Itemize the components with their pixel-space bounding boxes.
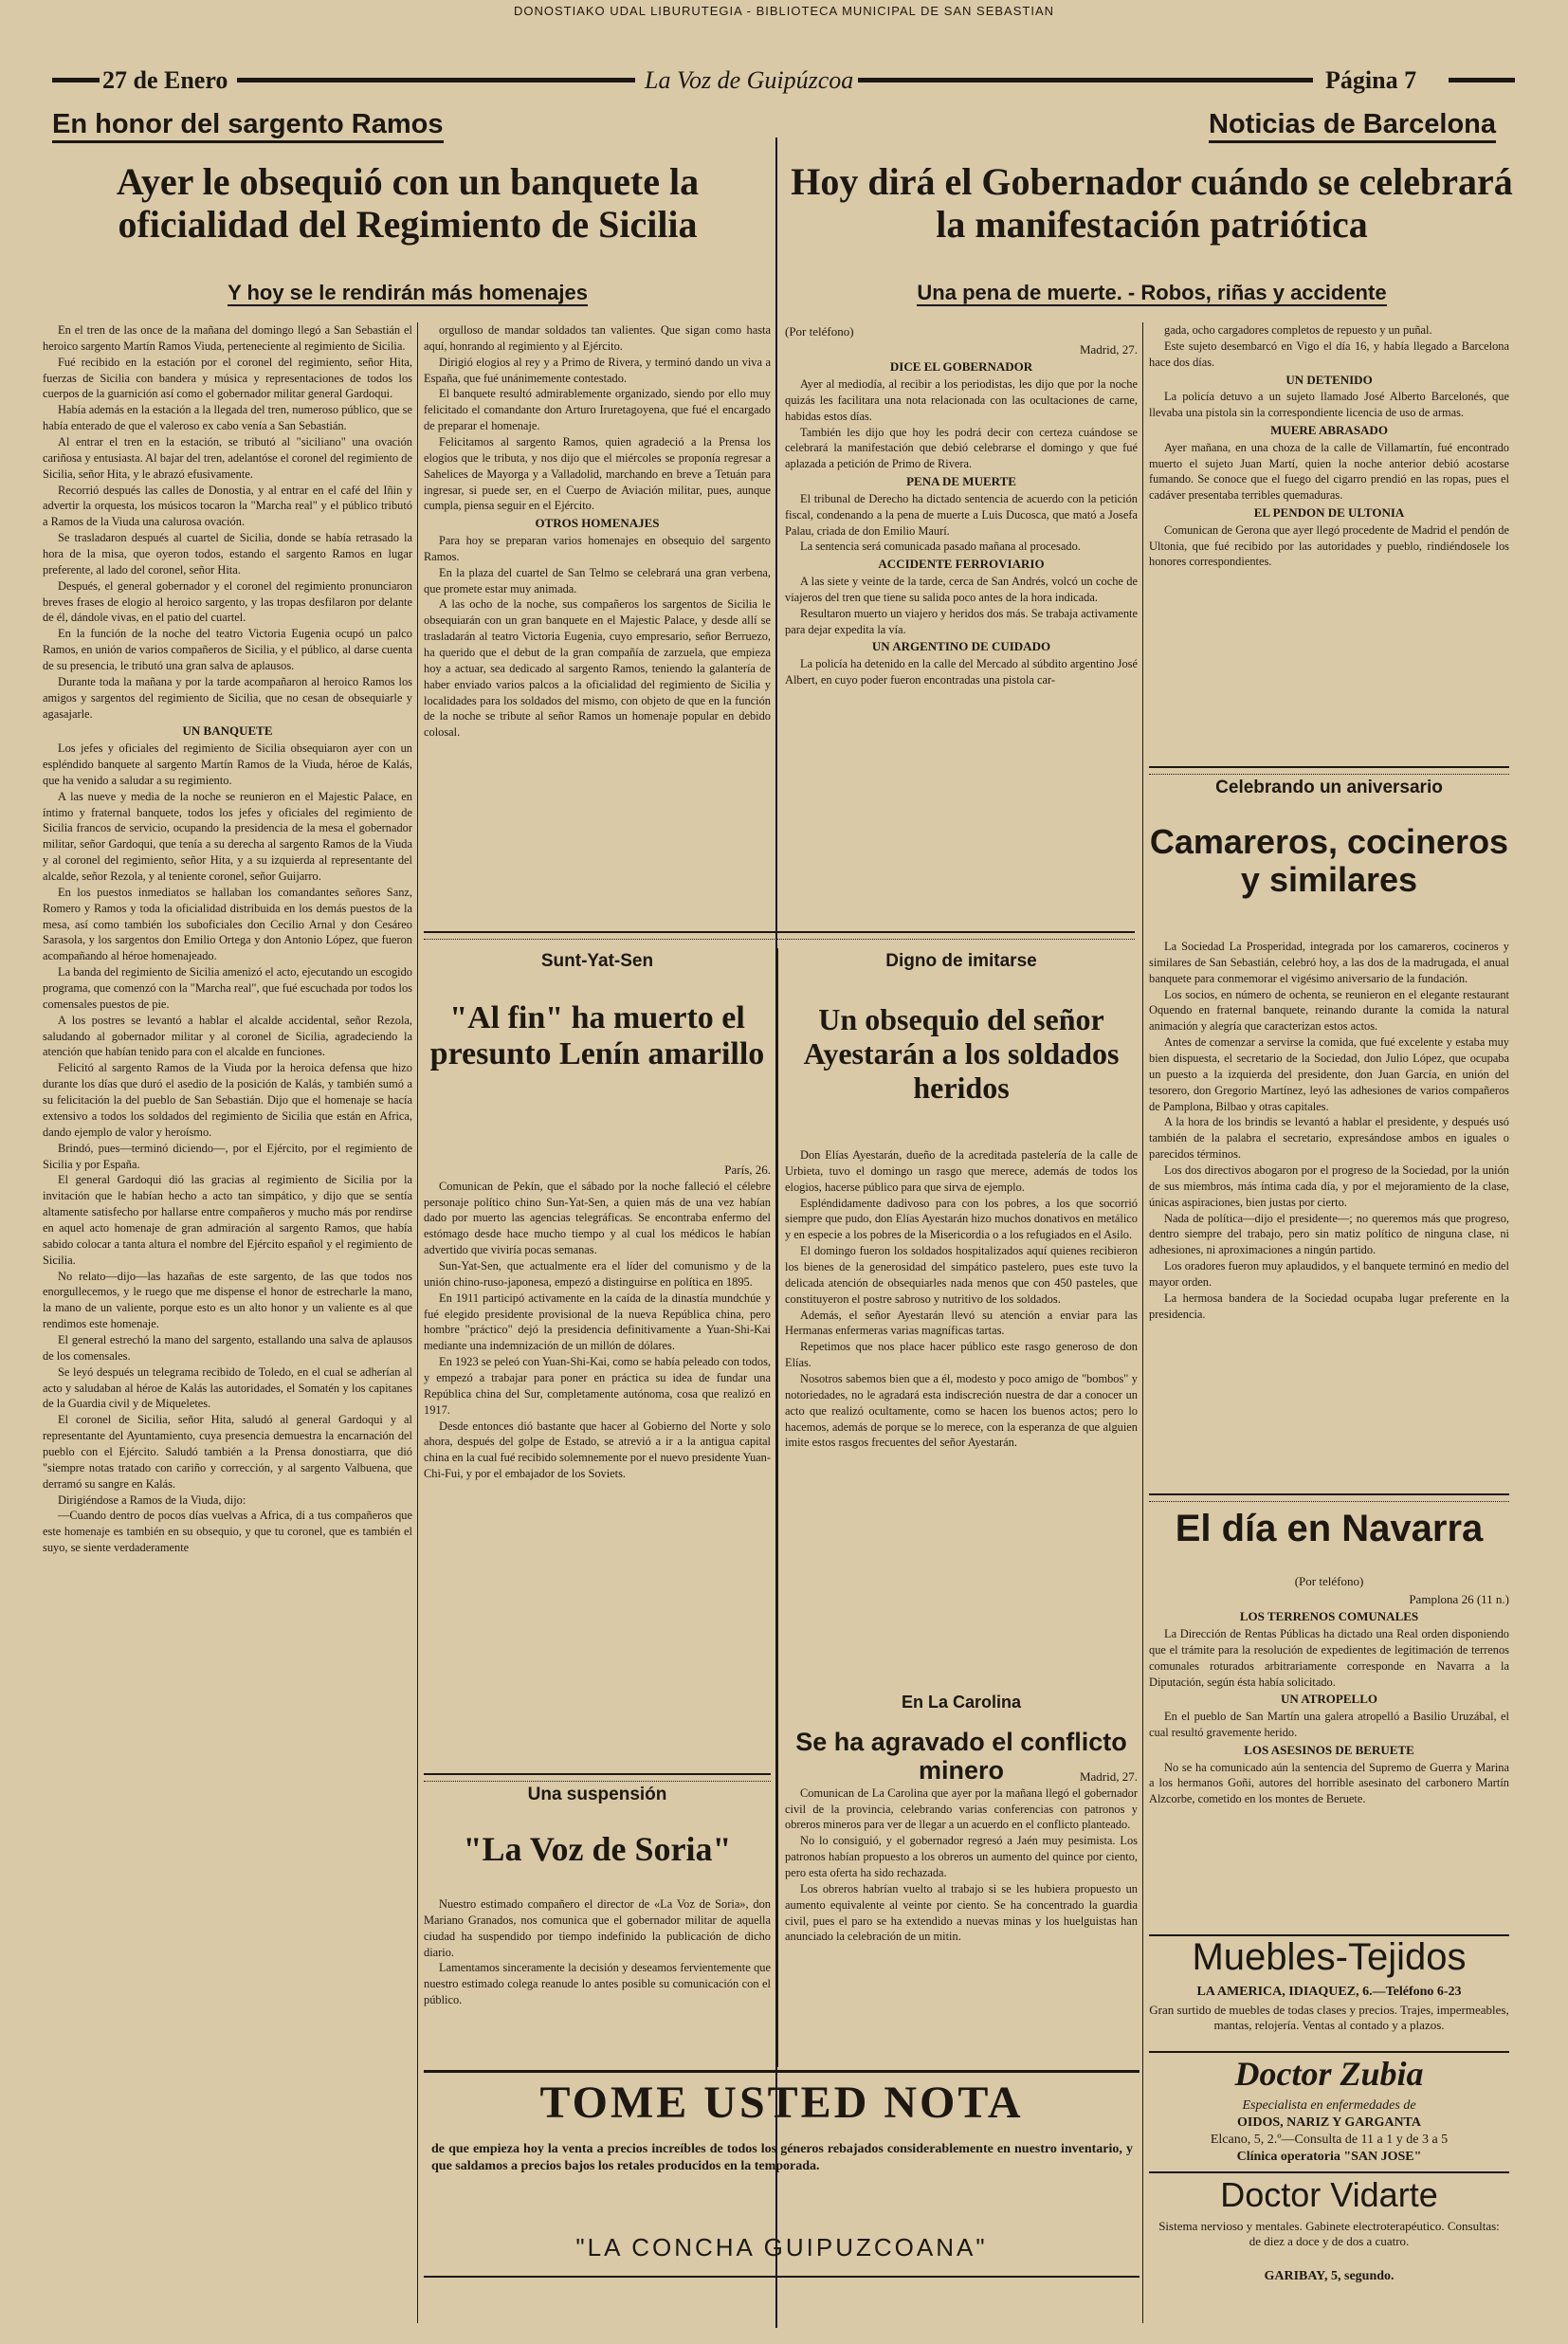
headline-navarra: El día en Navarra [1175, 1508, 1484, 1549]
header-rule [1449, 78, 1515, 82]
kicker-ramos: En honor del sargento Ramos [52, 109, 444, 143]
ad-muebles-text: Gran surtido de muebles de todas clases y precios. Trajes, impermeables, mantas, relojería. Ventas al contado y a plazos. [1149, 2003, 1509, 2033]
ad-rule [1149, 2051, 1509, 2053]
headline-camareros: Camareros, cocineros y similares [1149, 822, 1509, 900]
section-carolina: En La Carolina [901, 1693, 1022, 1712]
subhead-ramos: Y hoy se le rendirán más homenajes [228, 281, 588, 304]
ramos-column-1: En el tren de las once de la mañana del domingo llegó a San Sebastián el heroico sargento Martín Ramos Viuda, perteneciente al regimiento de Sicilia. Fué recibido en la estación por el coronel del regimiento, señor Hita, fuerzas de Sicilia con bandera y música y representaciones de todos los cuerpos de la guarnición así como el gobernador militar general Gardoqui. Había además en la estación a la llegada del tren, numeroso público, que se había enterado de que el valeroso ex cabo venía a San Sebastián. Al entrar el tren en la estación, se tributó al "siciliano" una ovación cariñosa y entusiasta. Al bajar del tren, adelantóse el coronel del regimiento de Sicilia, señor Hita, y le abrazó efusivamente. Recorrió después las calles de Donostia, y al entrar en el café del Iñin y advertir la orquesta, los músicos tocaron la "Marcha real" y el público tributó a Ramos de la Viuda una calurosa ovación. Se trasladaron después al cuartel de Sicilia, donde se había retrasado la hora de la misa, que oyeron todos, estando el sargento Ramos en lugar preferente, al lado del coronel, señor Hita. Después, el general gobernador y el coronel del regimiento pronunciaron breves frases de elogio al heroico sargento, y las tropas desfilaron por delante de él, dándole vivas, en el patio del cuartel. En la función de la noche del teatro Victoria Eugenia ocupó un palco Ramos, en unión de varios compañeros de Sicilia, y el público, al darse cuenta de su presencia, le tributó una gran salva de aplausos. Durante toda la mañana y por la tarde acompañaron al heroico Ramos los amigos y sargentos del regimiento de Sicilia, que no cesan de obsequiarle y agasajarle. UN BANQUETE Los jefes y oficiales del regimiento de Sicilia obsequiaron ayer con un espléndido banquete al sargento Martín Ramos de la Viuda, héroe de Kalás, que ha venido a saludar a su regimiento. A las nueve y media de la noche se reunieron en el Majestic Palace, en íntimo y fraternal banquete, todos los jefes y oficiales del regimiento de Sicilia francos de servicio, ocupando la presidencia de la mesa el gobernador militar, señor Gardoqui, que tenía a su derecha al sargento Ramos de la Viuda y al coronel del regimiento, señor Hita, y a su izquierda al representante del alcalde, señor Rezola, y al teniente coronel, señor Guijarro. En los puestos inmediatos se hallaban los comandantes señores Sanz, Romero y Ramos y toda la oficialidad distribuida en los demás puestos de la mesa, así como también los suboficiales don Cecilio Arnal y don Cesáreo Sarasola, y los sargentos don Emilio Ortega y don Antonio López, que fueron acompañando al héroe homenajeado. La banda del regimiento de Sicilia amenizó el acto, ejecutando un escogido programa, que comenzó con la "Marcha real", que fué escuchada por todos los comensales puestos de pie. A los postres se levantó a hablar el alcalde accidental, señor Rezola, saludando al gobernador militar y al coronel de Sicilia, agradeciendo la atención que habían tenido para con el alcalde en funciones. Felicitó al sargento Ramos de la Viuda por la heroica defensa que hizo durante los días que duró el asedio de la posición de Kalás, y también sumó a su felicitación la del pueblo de San Sebastián. Dijo que el homenaje se hacía extensivo a todos los soldados del regimiento de Sicilia que están en Africa, dando ejemplo de valor y heroísmo. Brindó, pues—terminó diciendo—, por el Ejército, por el regimiento de Sicilia y por España. El general Gardoqui dió las gracias al regimiento de Sicilia por la invitación que le habían hecho a acto tan simpático, y dijo que se sentía altamente satisfecho por hallarse entre compañeros y mucho más por rendirse en aquel acto homenaje de gran admiración al sargento Ramos, que había sabido colocar a tanta altura el nombre del Ejército español y el regimiento de Sicilia. No relato—dijo—las hazañas de este sargento, de las que todos nos enorgullecemos, y le ruego que me dispense el honor de estrecharle la mano, la mano de un valiente, porque esto es un alto honor y un valiente es al que rendimos este homenaje. El general estrechó la mano del sargento, estallando una salva de aplausos de los comensales. Se leyó después un telegrama recibido de Toledo, en el cual se adherían al acto y saludaban al héroe de Kalás las autoridades, el Somatén y los capitanes de la Guardia civil y de Miqueletes. El coronel de Sicilia, señor Hita, saludó al general Gardoqui y al representante del Ayuntamiento, cuya presencia demuestra la encarnación del pueblo con el Ejército. Saludó también a la Prensa donostiarra, que dió "siempre notas tratado con cariño y corrección, y al sargento Valbuena, que derramó su sangre en Kalás. Dirigiéndose a Ramos de la Viuda, dijo: —Cuando dentro de pocos días vuelvas a Africa, di a tus compañeros que este homenaje es también en su obsequio, y que tu coronel, que es también el suyo, se siente verdaderamente [43, 323, 412, 1555]
barcelona-column-1: (Por teléfono) Madrid, 27. DICE EL GOBERNADOR Ayer al mediodía, al recibir a los periodistas, les dijo que por la noche quizás les facilitara una nota relacionada con las ocultaciones de carne, habidas estos días. También les dijo que hoy les podrá decir con certeza cuándose se celebrará la manifestación que debió celebrarse el domingo y que fué aplazada a petición de Primo de Rivera. PENA DE MUERTE El tribunal de Derecho ha dictado sentencia de acuerdo con la petición fiscal, condenando a la pena de muerte a Luis Ducosca, que mató a Josefa Palau, criada de don Emilio Maurí. La sentencia será comunicada pasado mañana al procesado. ACCIDENTE FERROVIARIO A las siete y veinte de la tarde, cerca de San Andrés, volcó un coche de viajeros del tren que tiene su salida poco antes de la hora indicada. Resultaron muerto un viajero y heridos dos más. Se trabaja activamente para dejar expedita la vía. UN ARGENTINO DE CUIDADO La policía ha detenido en la calle del Mercado al súbdito argentino José Albert, en cuyo poder fueron encontradas una pistola car- [785, 324, 1138, 687]
soria-body: Nuestro estimado compañero el director de «La Voz de Soria», don Mariano Granados, nos comunica que el gobernador militar de aquella ciudad ha suspendido por tiempo indefinido la publicación de dicho diario. Lamentamos sinceramente la decisión y deseamos fervientemente que nuestro estimado colega reanude lo antes posible su comunicación con el público. [424, 1897, 771, 2007]
section-suspension: Una suspensión [527, 1785, 667, 1804]
headline-soria: "La Voz de Soria" [463, 1830, 732, 1868]
section-sunyatsen: Sunt-Yat-Sen [540, 951, 654, 971]
navarra-body: (Por teléfono) Pamplona 26 (11 n.) LOS TERRENOS COMUNALES La Dirección de Rentas Públicas ha dictado una Real orden disponiendo que el trámite para la resolución de expedientes de legitimación de terrenos comunales roturados arbitrariamente corresponde en Navarra a la Diputación, según ésta había solicitado. UN ATROPELLO En el pueblo de San Martín una galera atropelló a Basilio Uruzábal, el cual resultó gravemente herido. LOS ASESINOS DE BERUETE No se ha comunicado aún la sentencia del Supremo de Guerra y Marina a los hermanos Goñi, autores del horrible asesinato del carbonero Martín Alzcorbe, cometido en los montes de Beruete. [1149, 1574, 1509, 1806]
ornament-divider [1149, 766, 1509, 775]
page-date: 27 de Enero [102, 66, 228, 94]
headline-ramos: Ayer le obsequió con un banquete la oficialidad del Regimiento de Sicilia [116, 160, 700, 246]
kicker-barcelona: Noticias de Barcelona [1209, 109, 1496, 143]
ad-zubia-line1: Especialista en enfermedades de [1242, 2098, 1416, 2113]
ayestaran-body: Don Elías Ayestarán, dueño de la acreditada pastelería de la calle de Urbieta, tuvo el domingo un rasgo que merece, además de todos los elogios, hacerse público para que sirva de ejemplo. Espléndidamente dadivoso para con los pobres, a los que socorrió siempre que pudo, don Elías Ayestarán hizo muchos donativos en metálico y en especie a los pobres de la Misericordia o a los refugiados en el Asilo. El domingo fueron los soldados hospitalizados aquí quienes recibieron los bienes de la generosidad del simpático pastelero, pues este tuvo la delicada atención de obsequiarles nada menos que con 450 pasteles, que constituyeron el postre sabroso y nutritivo de los soldados. Además, el señor Ayestarán llevó su atención a enviar para las Hermanas enfermeras varias magníficas tartas. Repetimos que nos place hacer público este rasgo generoso de don Elías. Nosotros sabemos bien que a él, modesto y poco amigo de "bombos" y notoriedades, no le agradará esta indiscreción nuestra de dar a conocer un acto que realizó ocultamente, como se hacen los buenos actos; pero lo hacemos, además de porque se lo merece, con la esperanza de que alguien imite estos rasgos frecuentes del señor Ayestarán. [785, 1148, 1138, 1450]
headline-ayestaran: Un obsequio del señor Ayestarán a los soldados heridos [803, 1002, 1120, 1105]
ad-zubia-title: Doctor Zubia [1234, 2055, 1424, 2093]
ad-muebles-address: LA AMERICA, IDIAQUEZ, 6.—Teléfono 6-23 [1196, 1985, 1462, 1999]
sunyatsen-body: París, 26. Comunican de Pekín, que el sábado por la noche falleció el célebre personaje político chino Sun-Yat-Sen, a quien más de una vez habían dado por muerto las agencias telegráficas. Se encontraba enfermo del estómago desde hace mucho tiempo y al cual los médicos le habían advertido que viviría pocas semanas. Sun-Yat-Sen, que actualmente era el líder del comunismo y de la unión chino-ruso-japonesa, empezó a distinguirse en política en 1895. En 1911 participó activamente en la caída de la dinastía mundchúe y fué elegido presidente provisional de la nueva República china, pero hombre "práctico" dejó la presidencia definitivamente a Yuan-Shi-Kai mediante una indemnización de un millón de dólares. En 1923 se peleó con Yuan-Shi-Kai, como se había peleado con todos, y empezó a trabajar para poner en práctica su idea de fundar una República china del Sur, completamente autónoma, cosa que realizó en 1917. Desde entonces dió bastante que hacer al Gobierno del Norte y solo ahora, después del golpe de Estado, se atrevió a ir a la antigua capital china en la cual fué recibido solemnemente por el nuevo presidente Yuan-Chi-Fui, y por el embajador de los Soviets. [424, 1163, 771, 1481]
ad-zubia-line2: OIDOS, NARIZ Y GARGANTA [1237, 2115, 1421, 2130]
header-rule [237, 78, 635, 82]
section-aniversario: Celebrando un aniversario [1215, 778, 1443, 797]
ad-tome-firm: "LA CONCHA GUIPUZCOANA" [575, 2233, 988, 2262]
header-rule [52, 78, 100, 82]
ad-tome-title: TOME USTED NOTA [539, 2078, 1024, 2128]
ad-vidarte-line1: Sistema nervioso y mentales. Gabinete electroterapéutico. Consultas: de diez a doce y de dos a cuatro. [1158, 2219, 1500, 2249]
ornament-divider [424, 1773, 771, 1782]
ad-muebles-title: Muebles-Tejidos [1192, 1936, 1467, 1978]
ad-zubia-line3: Elcano, 5, 2.º—Consulta de 11 a 1 y de 3 a 5 [1210, 2133, 1449, 2147]
column-rule [777, 948, 778, 2067]
column-rule [1142, 322, 1143, 2323]
ad-rule [424, 2276, 1140, 2278]
headline-sunyatsen: "Al fin" ha muerto el presunto Lenín amarillo [429, 1000, 765, 1072]
source-note: DONOSTIAKO UDAL LIBURUTEGIA - BIBLIOTECA MUNICIPAL DE SAN SEBASTIAN [513, 4, 1055, 18]
label-otros-homenajes: OTROS HOMENAJES [535, 516, 660, 531]
page-number: Página 7 [1325, 66, 1417, 94]
ad-rule [424, 2070, 1140, 2073]
camareros-body: La Sociedad La Prosperidad, integrada por los camareros, cocineros y similares de San Sebastián, celebró hoy, a las dos de la madrugada, el anual banquete para conmemorar el vigésimo aniversario de la fundación. Los socios, en número de ochenta, se reunieron en el elegante restaurant Oquendo en fraternal banquete, reinando durante la comida la natural animación y alegría que caracterizan estos actos. Antes de comenzar a servirse la comida, que fué excelente y estaba muy bien dispuesta, el secretario de la Sociedad, don Julio López, que ocupaba un puesto a la izquierda del presidente, don Juan García, en unión del tesorero, don Gregorio Martínez, leyó las adhesiones de varios compañeros de Pamplona, Bilbao y otras capitales. A la hora de los brindis se levantó a hablar el presidente, y después usó también de la palabra el secretario, expresándose ambos en iguales o parecidos términos. Los dos directivos abogaron por el progreso de la Sociedad, por la unión de sus miembros, más íntima cada día, y por el mejoramiento de la clase, únicas aspiraciones, bien justas por cierto. Nada de política—dijo el presidente—; no queremos más que progreso, dentro siempre del trabajo, pero sin matiz político de ninguna clase, ni adhesiones, ni aproximaciones a ningún partido. Los oradores fueron muy aplaudidos, y el banquete terminó en medio del mayor orden. La hermosa bandera de la Sociedad ocupaba lugar preferente en la presidencia. [1149, 940, 1509, 1321]
ad-vidarte-line2: GARIBAY, 5, segundo. [1264, 2269, 1395, 2283]
headline-carolina: Se ha agravado el conflicto minero [795, 1728, 1127, 1785]
ad-zubia-line4: Clínica operatoria "SAN JOSE" [1236, 2150, 1422, 2164]
carolina-body: Madrid, 27. Comunican de La Carolina que ayer por la mañana llegó el gobernador civil de la provincia, celebrando varias conferencias con patronos y obreros mineros para ver de llegar a un acuerdo en el conflicto planteado. No lo consiguió, y el gobernador regresó a Jaén muy pesimista. Los patronos habían propuesto a los obreros un aumento del quince por ciento, pero esta oferta ha sido rechazada. Los obreros habrían vuelto al trabajo si se les hubiera propuesto un aumento equivalente al veinte por ciento. Se ha concentrado la guardia civil, pues el paro se ha extendido a nuevas minas y los huelguistas han anunciado la celebración de un mitin. [785, 1769, 1138, 1944]
headline-barcelona: Hoy dirá el Gobernador cuándo se celebrará la manifestación patriótica [791, 160, 1513, 246]
ornament-divider [424, 931, 1135, 940]
masthead: La Voz de Guipúzcoa [645, 66, 854, 94]
column-rule [417, 322, 418, 2323]
ad-tome-text: de que empieza hoy la venta a precios increíbles de todos los géneros rebajados considerablemente en nuestro inventario, y que saldamos a precios bajos los retales producidos en la temporada. [431, 2142, 1133, 2173]
ramos-column-2: orgulloso de mandar soldados tan valientes. Que sigan como hasta aquí, honrando al regimiento y al Ejército. Dirigió elogios al rey y a Primo de Rivera, y terminó dando un viva a España, que fué unánimemente contestado. El banquete resultó admirablemente organizado, siendo por ello muy felicitado el comandante don Arturo Iruretagoyena, que fué el encargado de preparar el homenaje. Felicitamos al sargento Ramos, quien agradeció a la Prensa los elogios que le tributa, y nos dijo que el miércoles se proponía regresar a Sahelices de Mayorga y a Valladolid, marchando en breve a Tetuán para ingresar, si puede ser, en el Cuerpo de Aviación militar, pues, aunque cumpla, piensa seguir en el Ejército. OTROS HOMENAJES Para hoy se preparan varios homenajes en obsequio del sargento Ramos. En la plaza del cuartel de San Telmo se celebrará una gran verbena, que promete estar muy animada. A las ocho de la noche, sus compañeros los sargentos de Sicilia le obsequiarán con un gran banquete en el Majestic Palace, y desde allí se trasladarán al teatro Victoria Eugenia, cuyo empresario, señor Berruezo, ha querido que el debut de la gran compañía de zarzuela, que empieza hoy a actuar, sea dedicado al sargento Ramos, teniendo la galantería de haber enviado varios palcos a la oficialidad del regimiento de Sicilia y localidades para los soldados del mismo, con objeto de que en la función de la noche se tribute al señor Ramos un homenaje popular en debido colosal. [424, 323, 771, 740]
section-digno: Digno de imitarse [885, 951, 1037, 971]
header-rule [858, 78, 1313, 82]
barcelona-column-2: gada, ocho cargadores completos de repuesto y un puñal. Este sujeto desembarcó en Vigo el día 16, y había llegado a Barcelona hace dos días. UN DETENIDO La policía detuvo a un sujeto llamado José Alberto Barcelonés, que llevaba una pistola sin la correspondiente licencia de uso de armas. MUERE ABRASADO Ayer mañana, en una choza de la calle de Villamartín, fué encontrado muerto el sujeto Juan Martí, quien la noche anterior debió acostarse fumando. Se conoce que el fuego del cigarro prendió en las ropas, pues el cadáver presentaba terribles quemaduras. EL PENDON DE ULTONIA Comunican de Gerona que ayer llegó procedente de Madrid el pendón de Ultonia, que fué recibido por las autoridades y pueblo, rindiéndosele los honores correspondientes. [1149, 323, 1509, 569]
subhead-barcelona: Una pena de muerte. - Robos, riñas y accidente [917, 281, 1387, 304]
ad-rule [1149, 2171, 1509, 2173]
label-banquete: UN BANQUETE [182, 723, 273, 739]
ornament-divider [1149, 1493, 1509, 1502]
ad-vidarte-title: Doctor Vidarte [1220, 2175, 1438, 2214]
